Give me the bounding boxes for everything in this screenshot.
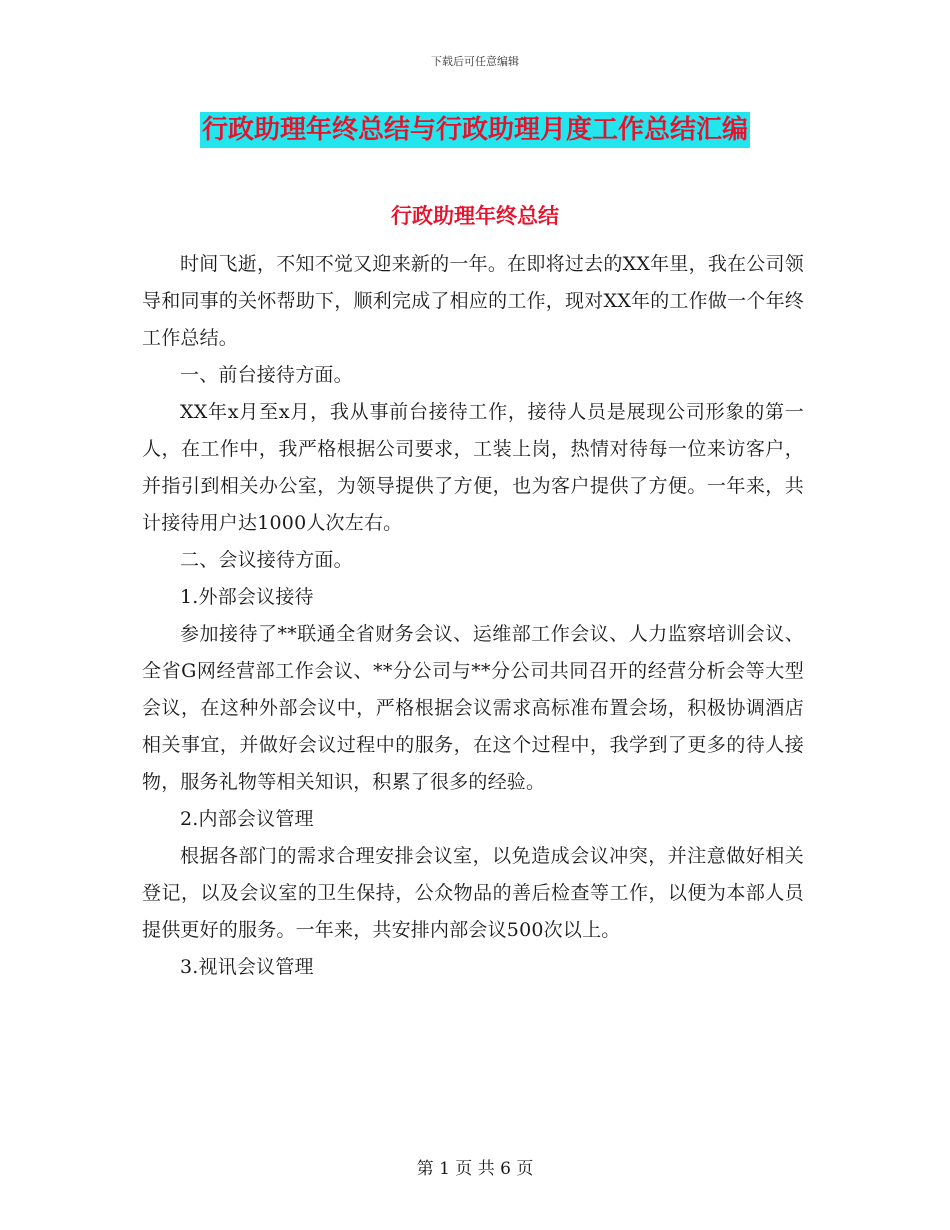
document-title: 行政助理年终总结与行政助理月度工作总结汇编 [200, 112, 750, 148]
page-number-footer: 第 1 页 共 6 页 [416, 1159, 534, 1179]
paragraph-internal-meetings: 根据各部门的需求合理安排会议室，以免造成会议冲突，并注意做好相关登记，以及会议室的卫生保持，公众物品的善后检查等工作，以便为本部人员提供更好的服务。一年来，共安排内部会议500次以上。 [142, 845, 804, 941]
heading-front-desk: 一、前台接待方面。 [180, 364, 353, 386]
paragraph-external-meetings: 参加接待了**联通全省财务会议、运维部工作会议、人力监察培训会议、全省G网经营部工作会议、**分公司与**分公司共同召开的经营分析会等大型会议，在这种外部会议中，严格根据会议需求高标准布置会场，积极协调酒店相关事宜，并做好会议过程中的服务，在这个过程中，我学到了更多的待人接物，服务礼物等相关知识，积累了很多的经验。 [142, 623, 804, 793]
paragraph-front-desk: XX年x月至x月，我从事前台接待工作，接待人员是展现公司形象的第一人，在工作中，我严格根据公司要求，工装上岗，热情对待每一位来访客户，并指引到相关办公室，为领导提供了方便，也为客户提供了方便。一年来，共计接待用户达1000人次左右。 [142, 401, 804, 534]
subheading-external-meetings: 1.外部会议接待 [180, 586, 314, 608]
section-title: 行政助理年终总结 [391, 204, 559, 228]
subheading-internal-meetings: 2.内部会议管理 [180, 808, 314, 830]
heading-meeting-reception: 二、会议接待方面。 [180, 549, 353, 571]
document-body [142, 246, 804, 986]
paragraph-intro: 时间飞逝，不知不觉又迎来新的一年。在即将过去的XX年里，我在公司领导和同事的关怀帮助下，顺利完成了相应的工作，现对XX年的工作做一个年终工作总结。 [142, 253, 804, 349]
document-title-container [0, 112, 950, 148]
page-header-note: 下载后可任意编辑 [431, 55, 519, 68]
subheading-video-meetings: 3.视讯会议管理 [180, 956, 314, 978]
